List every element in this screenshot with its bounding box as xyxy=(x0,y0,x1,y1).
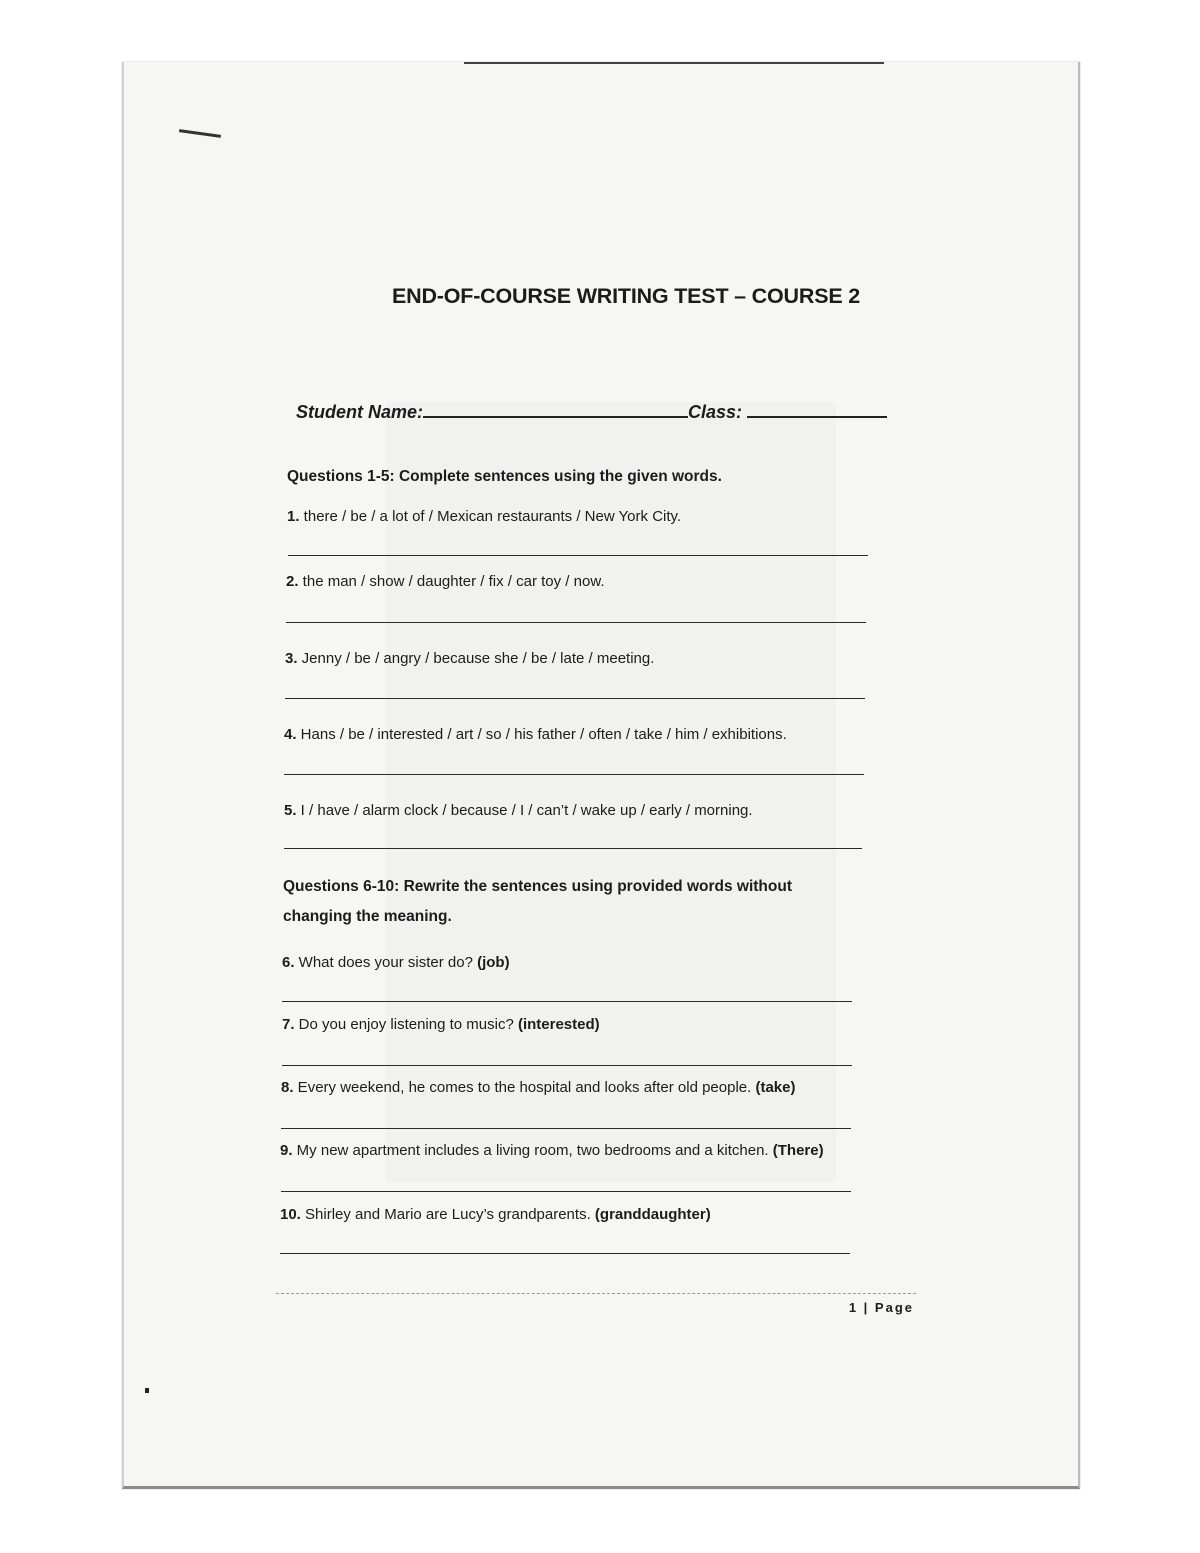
answer-line-6[interactable] xyxy=(282,1001,852,1002)
question-4: 4. Hans / be / interested / art / so / his father / often / take / him / exhibitions. xyxy=(284,726,787,743)
question-2: 2. the man / show / daughter / fix / car toy / now. xyxy=(286,573,605,590)
answer-line-2[interactable] xyxy=(286,622,866,623)
class-field[interactable] xyxy=(747,400,887,418)
test-title: END-OF-COURSE WRITING TEST – COURSE 2 xyxy=(391,284,860,308)
pen-mark xyxy=(179,129,221,138)
answer-line-10[interactable] xyxy=(280,1253,850,1254)
margin-mark xyxy=(145,1388,149,1393)
answer-line-3[interactable] xyxy=(285,698,865,699)
question-6: 6. What does your sister do? (job) xyxy=(282,954,510,971)
student-name-label: Student Name: xyxy=(296,402,424,422)
paper-sheet xyxy=(122,62,1080,1489)
class-label: Class: xyxy=(688,402,743,422)
answer-line-5[interactable] xyxy=(284,848,862,849)
answer-line-1[interactable] xyxy=(288,555,868,556)
section2-heading-line1: Questions 6-10: Rewrite the sentences using provided words without xyxy=(283,878,793,895)
question-3: 3. Jenny / be / angry / because she / be / late / meeting. xyxy=(285,650,655,667)
answer-line-9[interactable] xyxy=(281,1191,851,1192)
question-10: 10. Shirley and Mario are Lucy’s grandparents. (granddaughter) xyxy=(280,1206,711,1223)
student-name-field[interactable] xyxy=(423,400,688,418)
section1-heading: Questions 1-5: Complete sentences using the given words. xyxy=(287,468,722,485)
answer-line-8[interactable] xyxy=(281,1128,851,1129)
question-9: 9. My new apartment includes a living room, two bedrooms and a kitchen. (There) xyxy=(280,1142,824,1159)
answer-line-4[interactable] xyxy=(284,774,864,775)
top-edge-line xyxy=(464,62,884,64)
question-5: 5. I / have / alarm clock / because / I / can’t / wake up / early / morning. xyxy=(284,802,753,819)
footer-rule xyxy=(276,1293,916,1294)
section2-heading-line2: changing the meaning. xyxy=(283,908,452,925)
answer-line-7[interactable] xyxy=(282,1065,852,1066)
question-7: 7. Do you enjoy listening to music? (interested) xyxy=(282,1016,600,1033)
page-number: 1 | Page xyxy=(848,1300,914,1315)
student-info-row xyxy=(296,400,887,423)
question-1: 1. there / be / a lot of / Mexican restaurants / New York City. xyxy=(287,508,682,525)
question-8: 8. Every weekend, he comes to the hospital and looks after old people. (take) xyxy=(281,1079,796,1096)
